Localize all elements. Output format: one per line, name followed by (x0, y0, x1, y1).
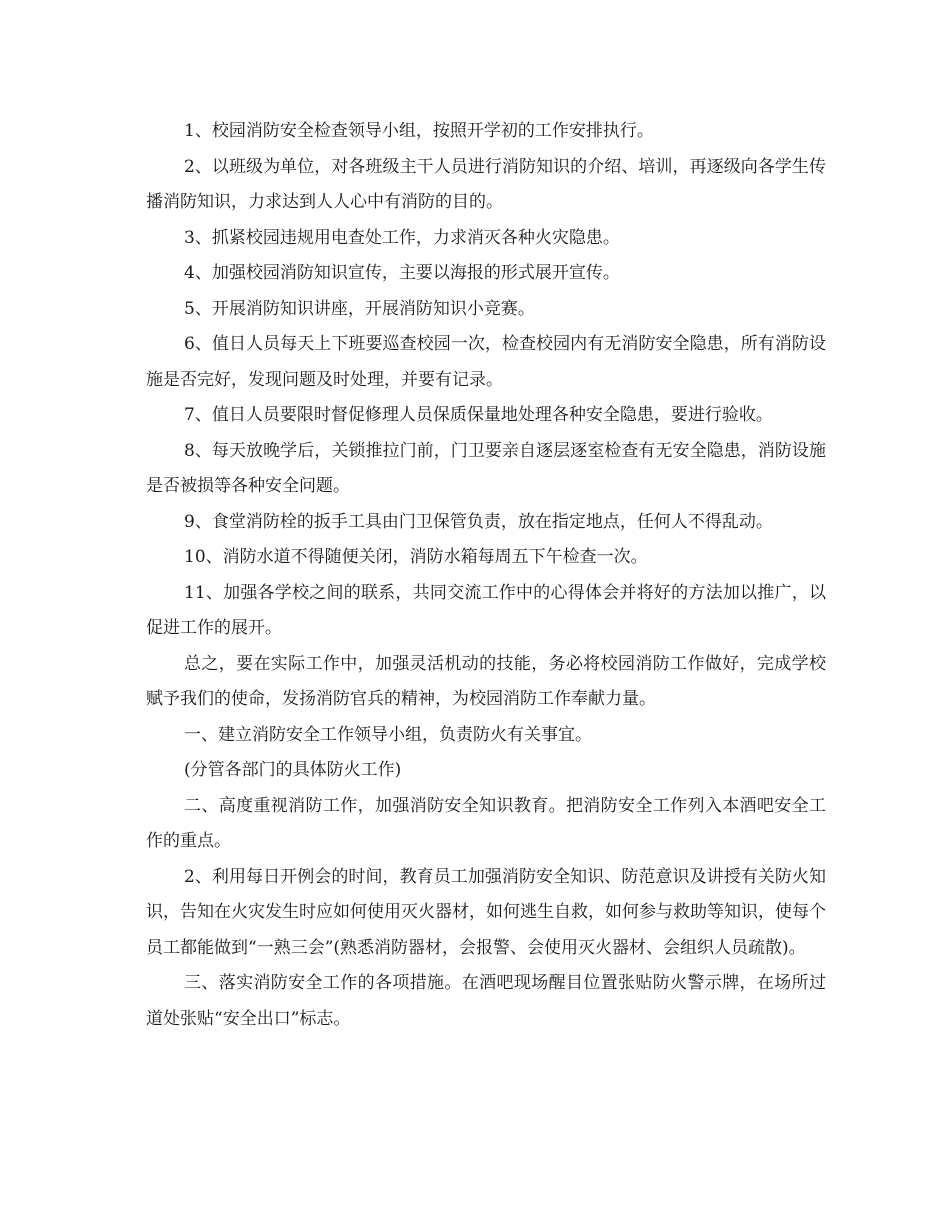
paragraph-8: 8、每天放晚学后，关锁推拉门前，门卫要亲自逐层逐室检查有无安全隐患，消防设施是否被损等各种安全问题。 (146, 440, 826, 496)
paragraph-section-2-item-2: 2、利用每日开例会的时间，教育员工加强消防安全知识、防范意识及讲授有关防火知识，告知在火灾发生时应如何使用灭火器材，如何逃生自救，如何参与救助等知识，使每个员工都能做到“一熟三会”(熟悉消防器材，会报警、会使用灭火器材、会组织人员疏散)。 (146, 866, 826, 958)
paragraph-section-1-note: (分管各部门的具体防火工作) (184, 760, 402, 780)
paragraph-9: 9、食堂消防栓的扳手工具由门卫保管负责，放在指定地点，任何人不得乱动。 (184, 511, 773, 532)
paragraph-section-2: 二、高度重视消防工作，加强消防安全知识教育。把消防安全工作列入本酒吧安全工作的重点。 (146, 795, 826, 851)
paragraph-section-1: 一、建立消防安全工作领导小组，负责防火有关事宜。 (184, 724, 592, 745)
paragraph-6: 6、值日人员每天上下班要巡查校园一次，检查校园内有无消防安全隐患，所有消防设施是否完好，发现问题及时处理，并要有记录。 (146, 334, 826, 390)
paragraph-11: 11、加强各学校之间的联系，共同交流工作中的心得体会并将好的方法加以推广，以促进工作的展开。 (146, 582, 826, 638)
paragraph-4: 4、加强校园消防知识宣传，主要以海报的形式展开宣传。 (184, 263, 620, 283)
paragraph-section-3: 三、落实消防安全工作的各项措施。在酒吧现场醒目位置张贴防火警示牌，在场所过道处张贴“安全出口”标志。 (146, 973, 826, 1029)
paragraph-3: 3、抓紧校园违规用电查处工作，力求消灭各种火灾隐患。 (184, 227, 620, 248)
paragraph-7: 7、值日人员要限时督促修理人员保质保量地处理各种安全隐患，要进行验收。 (184, 405, 773, 425)
paragraph-2: 2、以班级为单位，对各班级主干人员进行消防知识的介绍、培训，再逐级向各学生传播消防知识，力求达到人人心中有消防的目的。 (146, 156, 826, 212)
paragraph-10: 10、消防水道不得随便关闭，消防水箱每周五下午检查一次。 (184, 547, 648, 567)
paragraph-1: 1、校园消防安全检查领导小组，按照开学初的工作安排执行。 (184, 121, 654, 141)
document-body (146, 114, 826, 1037)
paragraph-5: 5、开展消防知识讲座，开展消防知识小竞赛。 (184, 298, 535, 319)
paragraph-summary: 总之，要在实际工作中，加强灵活机动的技能，务必将校园消防工作做好，完成学校赋予我们的使命，发扬消防官兵的精神，为校园消防工作奉献力量。 (146, 653, 826, 709)
